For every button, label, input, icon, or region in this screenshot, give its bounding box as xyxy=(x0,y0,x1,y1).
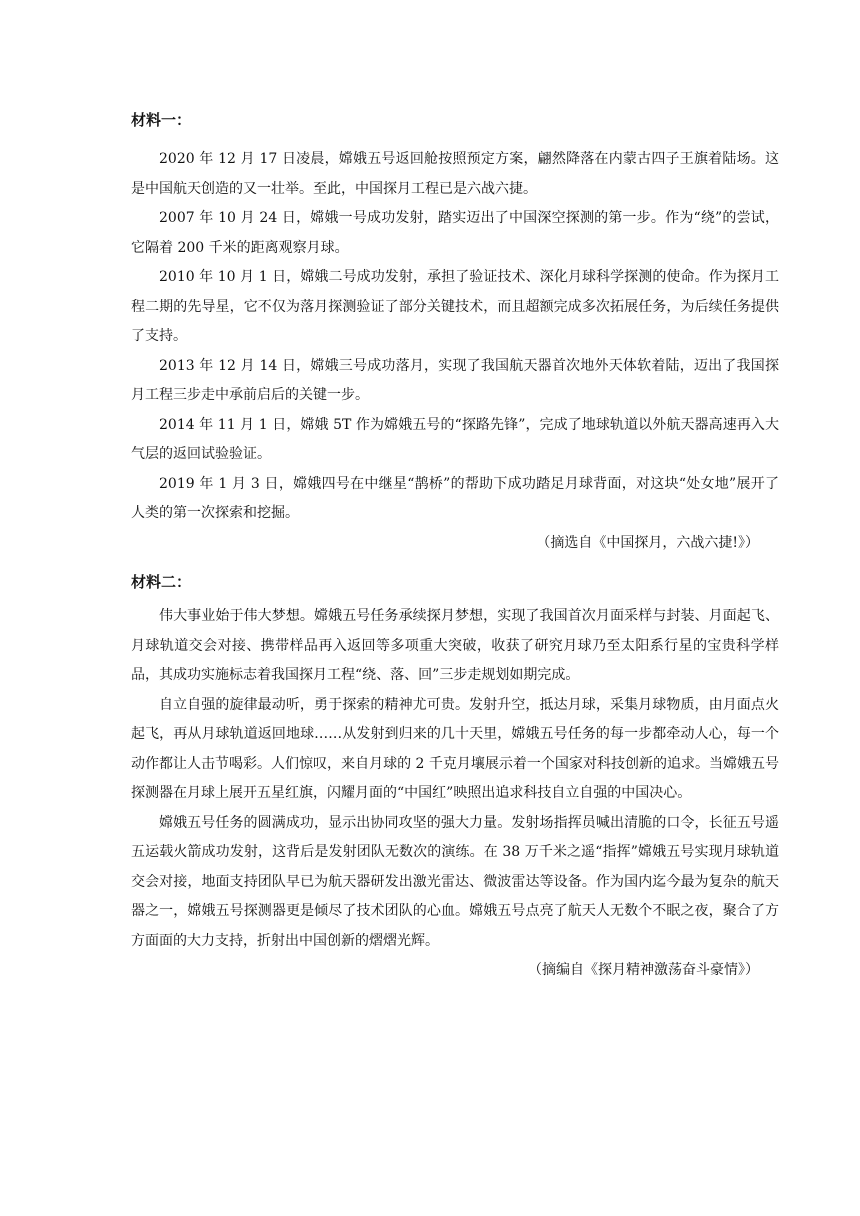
material-one-section xyxy=(131,110,779,558)
material-two-paragraph-1: 伟大事业始于伟大梦想。嫦娥五号任务承续探月梦想，实现了我国首次月面采样与封装、月面起飞、月球轨道交会对接、携带样品再入返回等多项重大突破，收获了研究月球乃至太阳系行星的宝贵科学样品，其成功实施标志着我国探月工程“绕、落、回”三步走规划如期完成。 xyxy=(131,608,779,683)
material-two-paragraph-3: 嫦娥五号任务的圆满成功，显示出协同攻坚的强大力量。发射场指挥员喊出清脆的口令，长征五号遥五运载火箭成功发射，这背后是发射团队无数次的演练。在 38 万千米之遥“指挥”嫦娥五号实现月球轨道交会对接，地面支持团队早已为航天器研发出激光雷达、微波雷达等设备。作为国内迄今最为复杂的航天器之一，嫦娥五号探测器更是倾尽了技术团队的心血。嫦娥五号点亮了航天人无数个不眠之夜，聚合了方方面面的大力支持，折射出中国创新的熠熠光辉。 xyxy=(131,814,779,949)
material-one-source: （摘选自《中国探月，六战六捷!》） xyxy=(536,534,759,551)
material-two-source: （摘编自《探月精神激荡奋斗豪情》） xyxy=(528,962,759,978)
material-one-paragraph-2: 2007 年 10 月 24 日，嫦娥一号成功发射，踏实迈出了中国深空探测的第一步。作为“绕”的尝试，它隔着 200 千米的距离观察月球。 xyxy=(131,210,779,256)
document-page xyxy=(131,110,779,986)
material-one-paragraph-3: 2010 年 10 月 1 日，嫦娥二号成功发射，承担了验证技术、深化月球科学探测的使命。作为探月工程二期的先导星，它不仅为落月探测验证了部分关键技术，而且超额完成多次拓展任务，为后续任务提供了支持。 xyxy=(131,269,779,344)
material-two-heading: 材料二： xyxy=(131,573,192,591)
material-one-paragraph-1: 2020 年 12 月 17 日凌晨，嫦娥五号返回舱按照预定方案，翩然降落在内蒙古四子王旗着陆场。这是中国航天创造的又一壮举。至此，中国探月工程已是六战六捷。 xyxy=(131,151,779,197)
material-one-heading: 材料一： xyxy=(131,111,192,129)
material-one-paragraph-6: 2019 年 1 月 3 日，嫦娥四号在中继星“鹊桥”的帮助下成功踏足月球背面，对这块“处女地”展开了人类的第一次探索和挖掘。 xyxy=(131,475,779,521)
material-two-paragraph-2: 自立自强的旋律最动听，勇于探索的精神尤可贵。发射升空，抵达月球，采集月球物质，由月面点火起飞，再从月球轨道返回地球……从发射到归来的几十天里，嫦娥五号任务的每一步都牵动人心，每一个动作都让人击节喝彩。人们惊叹，来自月球的 2 千克月壤展示着一个国家对科技创新的追求。当嫦娥五号探测器在月球上展开五星红旗，闪耀月面的“中国红”映照出追求科技自立自强的中国决心。 xyxy=(131,696,779,801)
material-one-paragraph-5: 2014 年 11 月 1 日，嫦娥 5T 作为嫦娥五号的“探路先锋”，完成了地球轨道以外航天器高速再入大气层的返回试验验证。 xyxy=(131,416,779,462)
material-two-section xyxy=(131,572,779,986)
material-one-paragraph-4: 2013 年 12 月 14 日，嫦娥三号成功落月，实现了我国航天器首次地外天体软着陆，迈出了我国探月工程三步走中承前启后的关键一步。 xyxy=(131,357,779,403)
